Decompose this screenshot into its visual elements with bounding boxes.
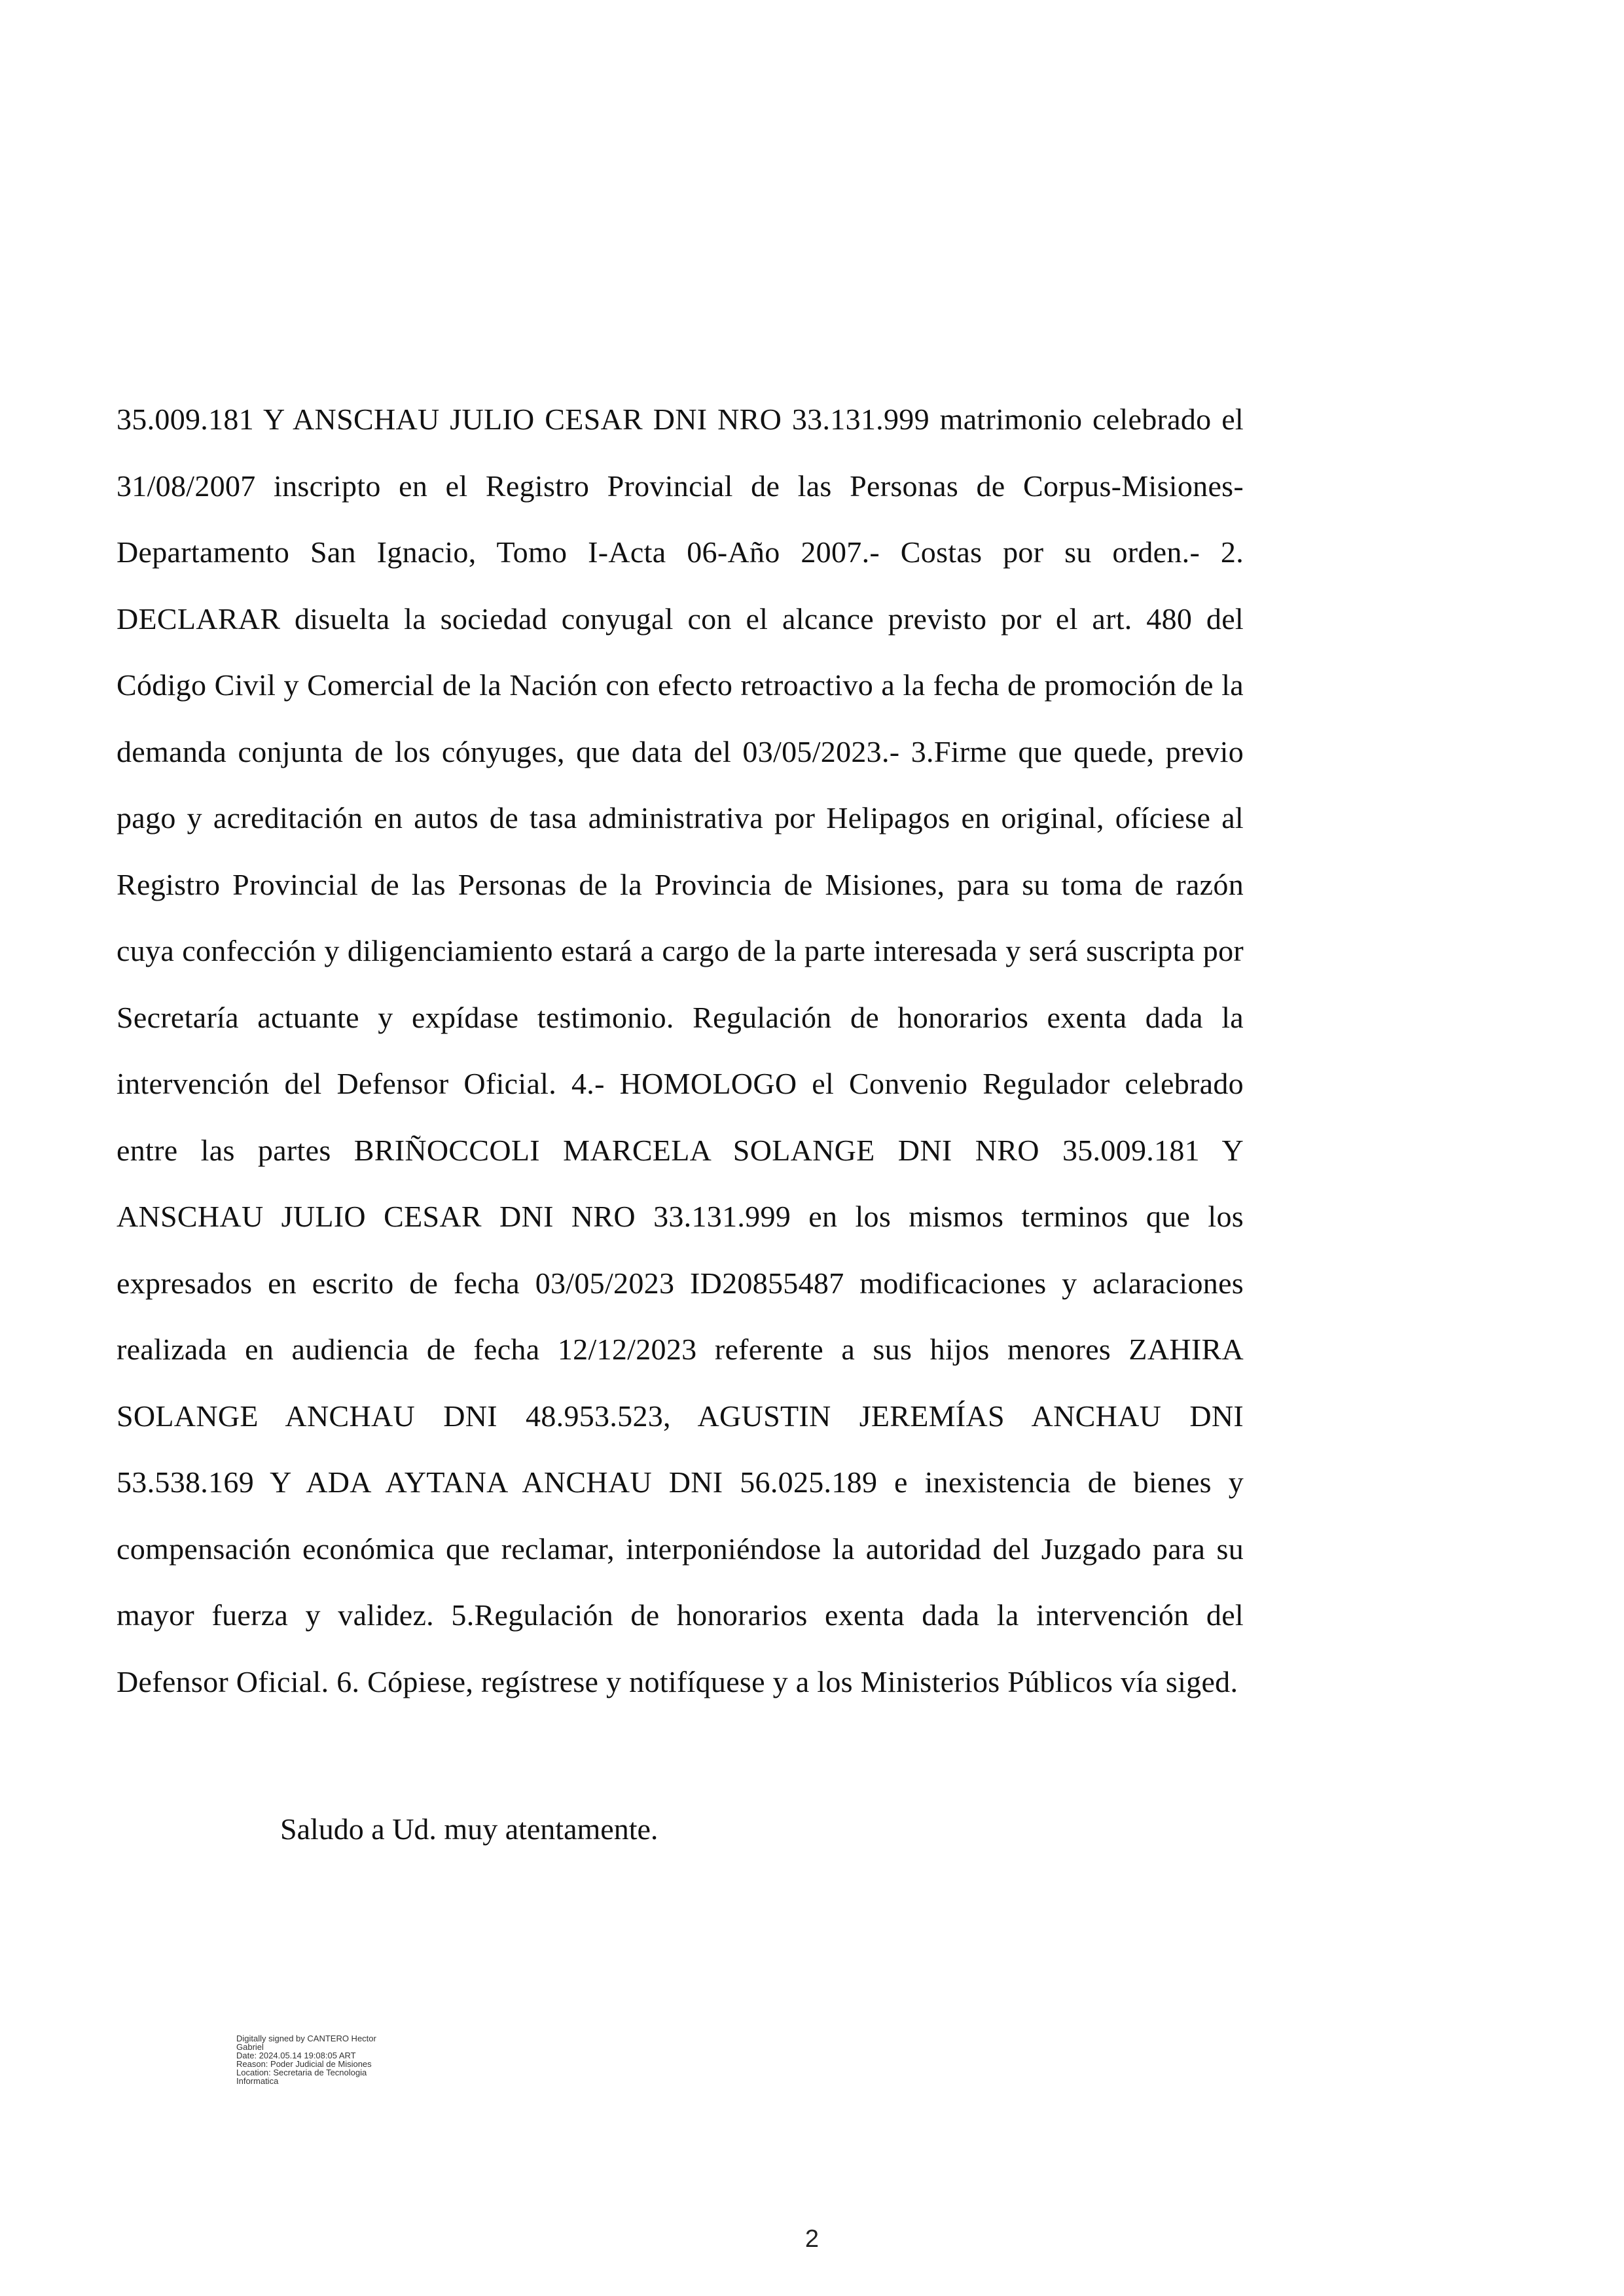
signature-line: Digitally signed by CANTERO Hector — [236, 2034, 376, 2043]
digital-signature-block — [236, 2034, 433, 2085]
signature-line: Date: 2024.05.14 19:08:05 ART — [236, 2051, 356, 2060]
signature-line: Location: Secretaria de Tecnologia — [236, 2068, 367, 2077]
signature-line: Informatica — [236, 2076, 279, 2086]
signature-line: Reason: Poder Judicial de Misiones — [236, 2059, 372, 2069]
page-number: 2 — [804, 2225, 820, 2253]
closing-salutation: Saludo a Ud. muy atentamente. — [280, 1812, 659, 1846]
body-paragraph: 35.009.181 Y ANSCHAU JULIO CESAR DNI NRO 33.131.999 matrimonio celebrado el 31/08/2007 inscripto en el Registro Provincial de las Personas de Corpus-Misiones-Departamento San Ignacio, Tomo I-Acta 06-Año 2007.- Costas por su orden.- 2. DECLARAR disuelta la sociedad conyugal con el alcance previsto por el art. 480 del Código Civil y Comercial de la Nación con efecto retroactivo a la fecha de promoción de la demanda conjunta de los cónyuges, que data del 03/05/2023.- 3.Firme que quede, previo pago y acreditación en autos de tasa administrativa por Helipagos en original, ofíciese al Registro Provincial de las Personas de la Provincia de Misiones, para su toma de razón cuya confección y diligenciamiento estará a cargo de la parte interesada y será suscripta por Secretaría actuante y expídase testimonio. Regulación de honorarios exenta dada la intervención del Defensor Oficial. 4.- HOMOLOGO el Convenio Regulador celebrado entre las partes BRIÑOCCOLI MARCELA SOLANGE DNI NRO 35.009.181 Y ANSCHAU JULIO CESAR DNI NRO 33.131.999 en los mismos terminos que los expresados en escrito de fecha 03/05/2023 ID20855487 modificaciones y aclaraciones realizada en audiencia de fecha 12/12/2023 referente a sus hijos menores ZAHIRA SOLANGE ANCHAU DNI 48.953.523, AGUSTIN JEREMÍAS ANCHAU DNI 53.538.169 Y ADA AYTANA ANCHAU DNI 56.025.189 e inexistencia de bienes y compensación económica que reclamar, interponiéndose la autoridad del Juzgado para su mayor fuerza y validez. 5.Regulación de honorarios exenta dada la intervención del Defensor Oficial. 6. Cópiese, regístrese y notifíquese y a los Ministerios Públicos vía siged. — [117, 403, 1244, 1698]
signature-line: Gabriel — [236, 2042, 264, 2052]
